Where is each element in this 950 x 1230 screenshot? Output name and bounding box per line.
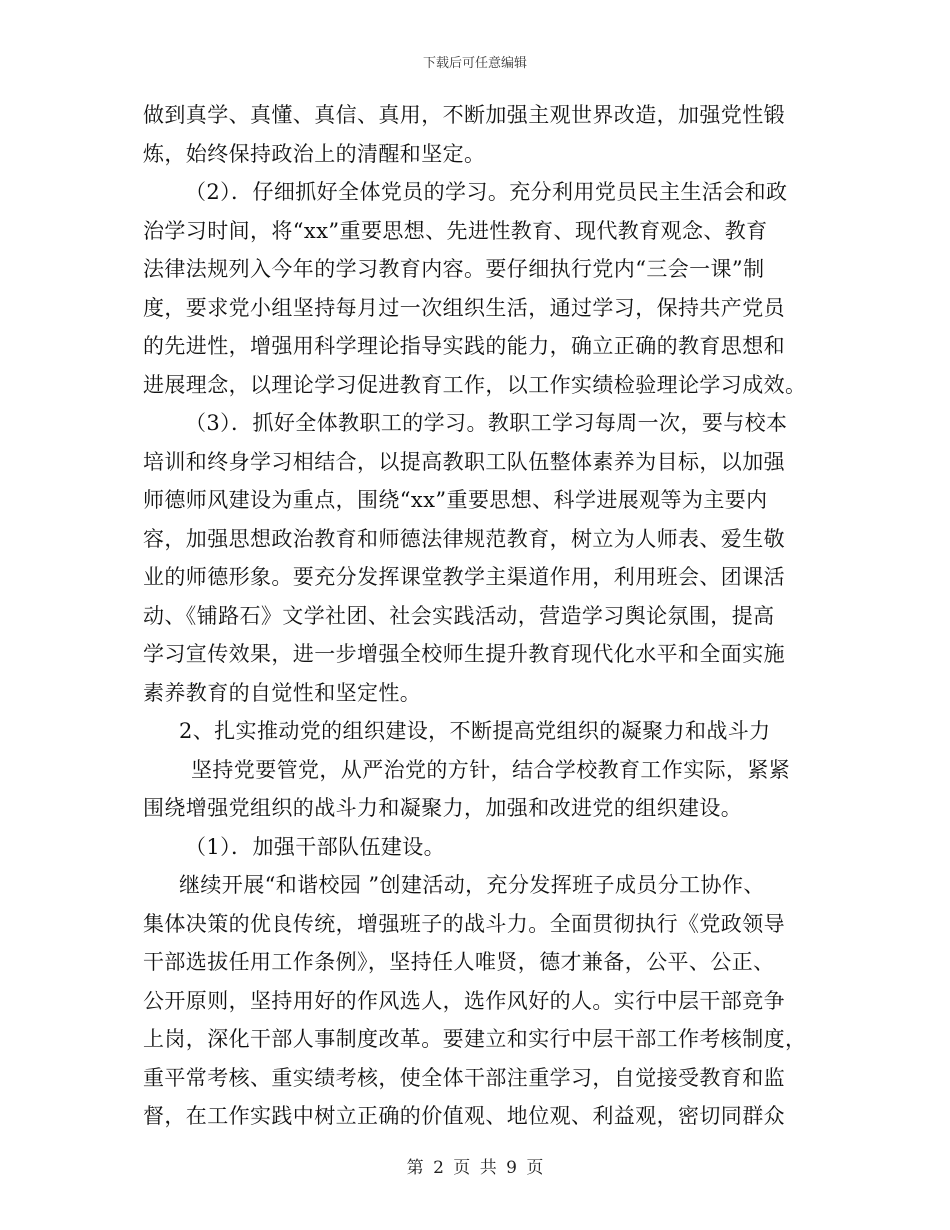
text-line: 治学习时间，将“xx”重要思想、先进性教育、现代教育观念、教育 bbox=[143, 218, 768, 243]
text-line: 容，加强思想政治教育和师德法律规范教育，树立为人师表、爱生敬 bbox=[143, 526, 785, 551]
text-line: 的先进性，增强用科学理论指导实践的能力，确立正确的教育思想和 bbox=[143, 334, 785, 358]
text-line: （3）．抓好全体教职工的学习。教职工学习每周一次，要与校本 bbox=[185, 411, 788, 435]
text-line: 度，要求党小组坚持每月过一次组织生活，通过学习，保持共产党员 bbox=[143, 295, 785, 320]
text-line: 围绕增强党组织的战斗力和凝聚力，加强和改进党的组织建设。 bbox=[143, 796, 743, 820]
subsection-heading: （1）．加强干部队伍建设。 bbox=[185, 834, 446, 859]
text-line: 重平常考核、重实绩考核，使全体干部注重学习，自觉接受教育和监 bbox=[143, 1065, 785, 1090]
text-line: 督，在工作实践中树立正确的价值观、地位观、利益观，密切同群众 bbox=[143, 1104, 785, 1128]
page-header: 下载后可任意编辑 bbox=[422, 56, 527, 71]
text-line: 动、《铺路石》文学社团、社会实践活动，营造学习舆论氛围，提高 bbox=[143, 603, 775, 628]
text-line: 公开原则，坚持用好的作风选人，选作风好的人。实行中层干部竞争 bbox=[143, 988, 785, 1013]
text-line: 学习宣传效果，进一步增强全校师生提升教育现代化水平和全面实施 bbox=[143, 642, 785, 666]
document-body bbox=[143, 96, 807, 1136]
text-line: 法律法规列入今年的学习教育内容。要仔细执行党内“三会一课”制 bbox=[143, 257, 765, 281]
section-heading: 2、扎实推动党的组织建设，不断提高党组织的凝聚力和战斗力 bbox=[179, 719, 771, 743]
text-line: （2）．仔细抓好全体党员的学习。充分利用党员民主生活会和政 bbox=[185, 180, 788, 204]
page-number: 第 2 页 共 9 页 bbox=[406, 1158, 544, 1178]
text-line: 继续开展“和谐校园 ”创建活动，充分发挥班子成员分工协作、 bbox=[179, 873, 765, 897]
text-line: 进展理念，以理论学习促进教育工作，以工作实绩检验理论学习成效。 bbox=[143, 372, 807, 397]
text-line: 素养教育的自觉性和坚定性。 bbox=[143, 680, 422, 705]
text-line: 集体决策的优良传统，增强班子的战斗力。全面贯彻执行《党政领导 bbox=[143, 911, 785, 936]
text-line: 业的师德形象。要充分发挥课堂教学主渠道作用，利用班会、团课活 bbox=[143, 565, 785, 589]
text-line: 坚持党要管党，从严治党的方针，结合学校教育工作实际，紧紧 bbox=[191, 757, 791, 782]
text-line: 上岗，深化干部人事制度改革。要建立和实行中层干部工作考核制度， bbox=[143, 1027, 807, 1051]
text-line: 师德师风建设为重点，围绕“xx”重要思想、科学进展观等为主要内 bbox=[143, 488, 768, 512]
text-line: 炼，始终保持政治上的清醒和坚定。 bbox=[143, 141, 486, 166]
text-line: 做到真学、真懂、真信、真用，不断加强主观世界改造，加强党性锻 bbox=[143, 103, 785, 127]
text-line: 干部选拔任用工作条例》，坚持任人唯贤，德才兼备，公平、公正、 bbox=[143, 950, 775, 974]
text-line: 培训和终身学习相结合，以提高教职工队伍整体素养为目标，以加强 bbox=[143, 449, 785, 474]
